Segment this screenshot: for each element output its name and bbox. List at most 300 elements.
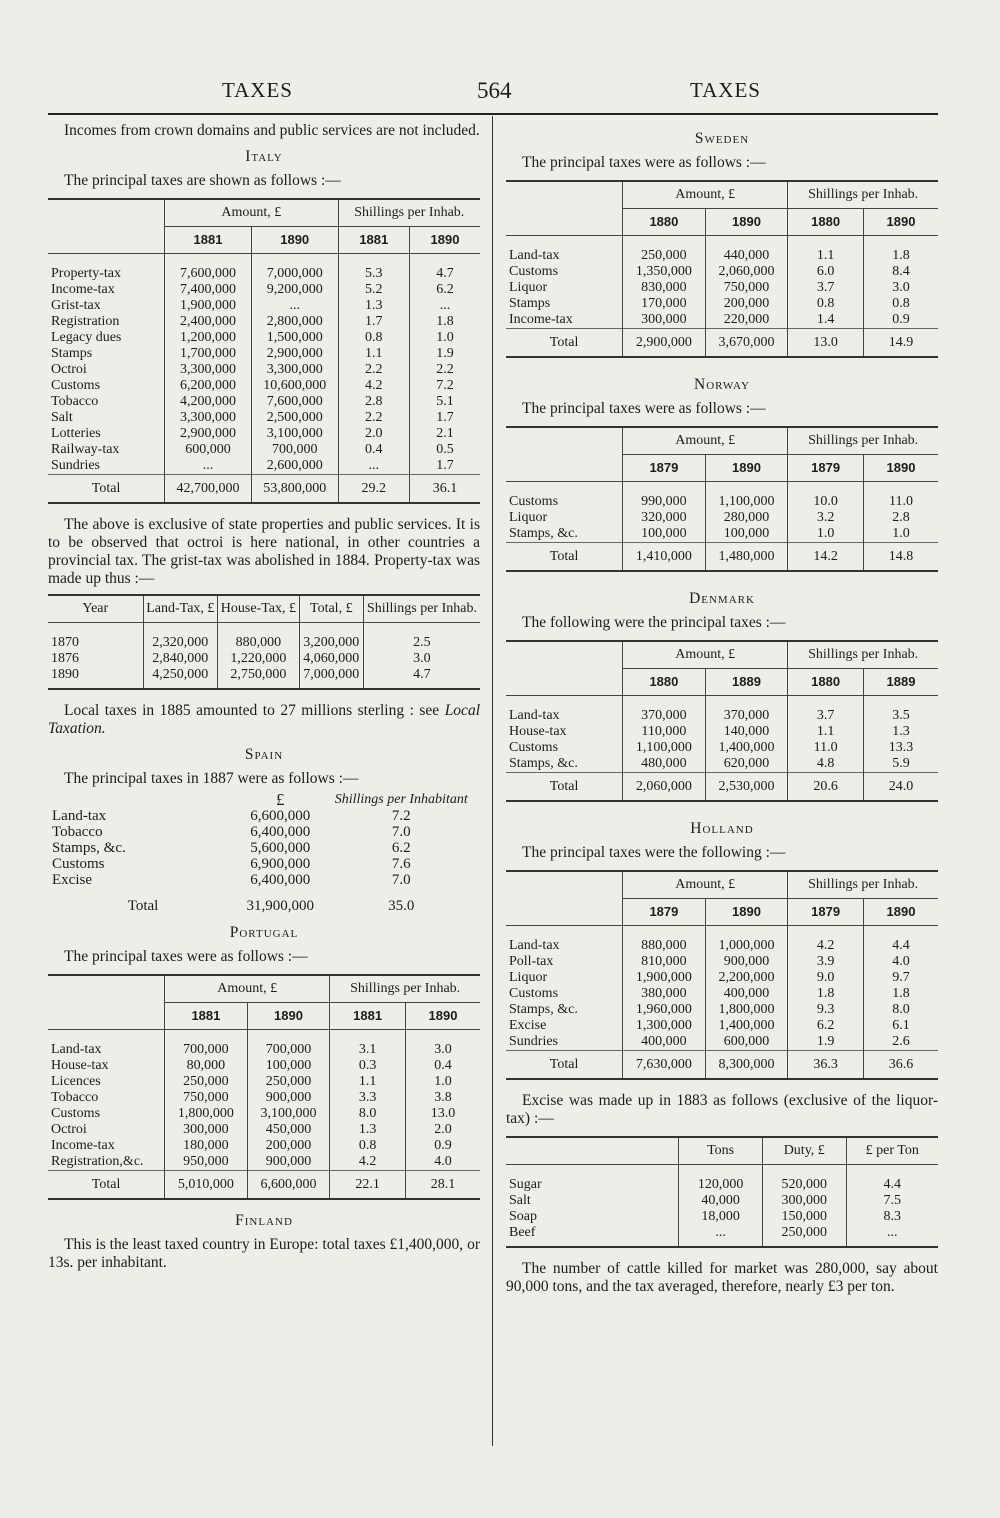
italy-row	[48, 314, 480, 330]
holland-row	[506, 970, 938, 986]
sweden-row-value: 1,350,000	[623, 264, 706, 280]
portugal-row-value: 3.3	[330, 1090, 406, 1106]
italy-row	[48, 378, 480, 394]
denmark-row-value: 370,000	[623, 696, 706, 725]
holland-row-value: 1,300,000	[623, 1018, 706, 1034]
italy-row	[48, 458, 480, 475]
denmark-row-value: 1.3	[863, 724, 938, 740]
norway-total-value: 1,480,000	[705, 543, 788, 572]
italy-note: The above is exclusive of state properties and public services. It is to be observed that octroi is here national, in other countries a provincial tax. The grist-tax was abolished in 1884. Property-tax was made up thus :—	[48, 516, 480, 587]
italy-row-label: Property-tax	[51, 266, 121, 281]
italy-row-value: 2.8	[338, 394, 409, 410]
norway-year-0: 1879	[623, 455, 706, 482]
sweden-row	[506, 312, 938, 329]
spain-row	[48, 856, 480, 872]
portugal-row-value: 0.4	[405, 1058, 480, 1074]
sweden-row-value: 170,000	[623, 296, 706, 312]
sweden-total-value: 13.0	[788, 329, 864, 358]
holland-row-label: Liquor	[509, 970, 548, 985]
excise-row	[506, 1193, 938, 1209]
italy-row-value: ...	[165, 458, 252, 475]
holland-year-2: 1879	[788, 899, 864, 926]
prop-row-year: 1870	[51, 635, 79, 650]
italy-total-row	[48, 475, 480, 504]
italy-row-label: Tobacco	[51, 394, 99, 409]
italy-row-value: 1.7	[410, 458, 480, 475]
sweden-row-label: Liquor	[509, 280, 548, 295]
norway-row-value: 320,000	[623, 510, 706, 526]
holland-row-value: 6.2	[788, 1018, 864, 1034]
sweden-row-value: 0.9	[863, 312, 938, 329]
sweden-row	[506, 236, 938, 265]
prop-row-value: 3.0	[363, 651, 480, 667]
norway-year-3: 1890	[863, 455, 938, 482]
italy-row-value: 2.2	[410, 362, 480, 378]
italy-row-value: 1.8	[410, 314, 480, 330]
spain-total-shillings: 35.0	[388, 898, 415, 914]
norway-amount-header: Amount, £	[623, 427, 788, 455]
italy-row-value: 1,900,000	[165, 298, 252, 314]
excise-row-value: 18,000	[679, 1209, 763, 1225]
italy-row-value: 6.2	[410, 282, 480, 298]
sweden-row-value: 3.7	[788, 280, 864, 296]
spain-col-pound: £	[276, 790, 285, 809]
denmark-row-value: 13.3	[863, 740, 938, 756]
holland-row-label: Poll-tax	[509, 954, 554, 969]
norway-total-value: 14.2	[788, 543, 864, 572]
sweden-row-value: 6.0	[788, 264, 864, 280]
italy-row-label: Registration	[51, 314, 120, 329]
italy-row-value: 2,900,000	[165, 426, 252, 442]
excise-row-value: 300,000	[762, 1193, 846, 1209]
excise-header-tons: Tons	[679, 1137, 763, 1165]
portugal-row-value: 8.0	[330, 1106, 406, 1122]
prop-row-value: 4,250,000	[143, 667, 218, 689]
denmark-row-value: 5.9	[863, 756, 938, 773]
excise-row	[506, 1225, 938, 1247]
italy-row-value: 600,000	[165, 442, 252, 458]
portugal-row-label: Octroi	[51, 1122, 87, 1137]
portugal-row-value: 250,000	[165, 1074, 248, 1090]
sweden-row-value: 3.0	[863, 280, 938, 296]
spain-row-amount: 6,600,000	[250, 808, 311, 824]
denmark-row-value: 370,000	[705, 696, 788, 725]
denmark-total-label: Total	[506, 773, 623, 802]
denmark-row-value: 140,000	[705, 724, 788, 740]
italy-row-label: Railway-tax	[51, 442, 120, 457]
portugal-row	[48, 1122, 480, 1138]
holland-row-value: 380,000	[623, 986, 706, 1002]
spain-row-label: Tobacco	[52, 824, 103, 840]
italy-row-value: 700,000	[251, 442, 338, 458]
denmark-year-0: 1880	[623, 669, 706, 696]
italy-row-value: 3,300,000	[251, 362, 338, 378]
portugal-row-label: Registration,&c.	[51, 1154, 144, 1169]
excise-row	[506, 1165, 938, 1194]
holland-total-value: 8,300,000	[705, 1051, 788, 1080]
italy-row-label: Sundries	[51, 458, 100, 473]
italy-row-value: 6,200,000	[165, 378, 252, 394]
norway-row-label: Customs	[509, 494, 559, 509]
italy-total-value: 42,700,000	[165, 475, 252, 504]
norway-total-label: Total	[506, 543, 623, 572]
portugal-row-value: 300,000	[165, 1122, 248, 1138]
norway-row-value: 1,100,000	[705, 482, 788, 511]
sweden-row-value: 2,060,000	[705, 264, 788, 280]
holland-total-value: 36.3	[788, 1051, 864, 1080]
finland-heading: Finland	[235, 1212, 293, 1229]
denmark-row-value: 1,100,000	[623, 740, 706, 756]
italy-row	[48, 282, 480, 298]
norway-row	[506, 526, 938, 543]
italy-row-value: 1,200,000	[165, 330, 252, 346]
holland-row-value: 600,000	[705, 1034, 788, 1051]
sweden-row-value: 0.8	[863, 296, 938, 312]
italy-row	[48, 426, 480, 442]
holland-row-value: 6.1	[863, 1018, 938, 1034]
norway-row-value: 2.8	[863, 510, 938, 526]
portugal-row	[48, 1106, 480, 1122]
spain-row-amount: 6,900,000	[250, 856, 311, 872]
prop-row-year: 1876	[51, 651, 79, 666]
portugal-year-3: 1890	[405, 1003, 480, 1030]
italy-row-value: 1.3	[338, 298, 409, 314]
holland-row-value: 4.4	[863, 926, 938, 955]
holland-year-3: 1890	[863, 899, 938, 926]
portugal-row-value: 100,000	[247, 1058, 330, 1074]
italy-total-value: 53,800,000	[251, 475, 338, 504]
portugal-row-value: 3.0	[405, 1030, 480, 1059]
prop-header-year: Year	[48, 595, 143, 623]
italy-year-2: 1881	[338, 227, 409, 254]
prop-row-value: 2,320,000	[143, 623, 218, 652]
norway-row	[506, 482, 938, 511]
prop-row-value: 1,220,000	[218, 651, 300, 667]
italy-row	[48, 254, 480, 283]
italy-year-1: 1890	[251, 227, 338, 254]
portugal-row	[48, 1138, 480, 1154]
italy-total-label: Total	[48, 475, 165, 504]
portugal-row-value: 3,100,000	[247, 1106, 330, 1122]
prop-row-value: 4,060,000	[299, 651, 363, 667]
norway-year-2: 1879	[788, 455, 864, 482]
sweden-year-1: 1890	[705, 209, 788, 236]
denmark-row	[506, 724, 938, 740]
denmark-total-value: 20.6	[788, 773, 864, 802]
prop-row-value: 880,000	[218, 623, 300, 652]
holland-row	[506, 986, 938, 1002]
norway-total-value: 1,410,000	[623, 543, 706, 572]
holland-row-value: 4.2	[788, 926, 864, 955]
norway-row-value: 11.0	[863, 482, 938, 511]
holland-row	[506, 1034, 938, 1051]
portugal-row-value: 4.2	[330, 1154, 406, 1171]
sweden-year-0: 1880	[623, 209, 706, 236]
italy-row	[48, 442, 480, 458]
holland-row-value: 400,000	[705, 986, 788, 1002]
italy-row	[48, 410, 480, 426]
spain-row	[48, 808, 480, 824]
excise-row-label: Soap	[509, 1209, 537, 1224]
italy-row-value: 1,500,000	[251, 330, 338, 346]
italy-year-3: 1890	[410, 227, 480, 254]
portugal-row-value: 1.3	[330, 1122, 406, 1138]
sweden-row-label: Land-tax	[509, 248, 560, 263]
italy-total-value: 36.1	[410, 475, 480, 504]
sweden-row-label: Stamps	[509, 296, 551, 311]
holland-row-value: 2.6	[863, 1034, 938, 1051]
portugal-total-value: 28.1	[405, 1171, 480, 1200]
norway-row-label: Stamps, &c.	[509, 526, 578, 541]
excise-row-value: ...	[846, 1225, 938, 1247]
spain-row-amount: 6,400,000	[250, 824, 311, 840]
cattle-note: The number of cattle killed for market was 280,000, say about 90,000 tons, and the tax averaged, therefore, nearly £3 per ton.	[506, 1260, 938, 1295]
running-head-right: TAXES	[690, 78, 761, 102]
norway-row-value: 280,000	[705, 510, 788, 526]
portugal-row	[48, 1154, 480, 1171]
italy-row-value: 5.3	[338, 254, 409, 283]
excise-row-value: 520,000	[762, 1165, 846, 1194]
italy-row-value: 0.5	[410, 442, 480, 458]
denmark-lead: The following were the principal taxes :—	[522, 614, 786, 631]
finland-text: This is the least taxed country in Europe: total taxes £1,400,000, or 13s. per inhabitant.	[48, 1236, 480, 1271]
holland-amount-header: Amount, £	[623, 871, 788, 899]
excise-row-label: Beef	[506, 1225, 679, 1247]
holland-row-value: 1.8	[788, 986, 864, 1002]
prop-row	[48, 651, 480, 667]
page-number: 564	[477, 78, 512, 103]
sweden-total-row	[506, 329, 938, 358]
prop-header-total: Total, £	[299, 595, 363, 623]
sweden-year-2: 1880	[788, 209, 864, 236]
sweden-row-value: 300,000	[623, 312, 706, 329]
denmark-header-blank	[506, 641, 623, 696]
portugal-total-value: 6,600,000	[247, 1171, 330, 1200]
excise-row-label: Sugar	[509, 1177, 542, 1192]
denmark-row	[506, 696, 938, 725]
prop-row-value: 3,200,000	[299, 623, 363, 652]
holland-row-value: 400,000	[623, 1034, 706, 1051]
portugal-shillings-header: Shillings per Inhab.	[330, 975, 480, 1003]
spain-total-row	[48, 888, 480, 914]
holland-row	[506, 954, 938, 970]
italy-row	[48, 346, 480, 362]
portugal-row	[48, 1074, 480, 1090]
sweden-year-3: 1890	[863, 209, 938, 236]
prop-row-value: 2,840,000	[143, 651, 218, 667]
italy-row-value: 0.4	[338, 442, 409, 458]
denmark-row-label: Customs	[509, 740, 559, 755]
column-divider	[492, 116, 493, 1446]
portugal-total-row	[48, 1171, 480, 1200]
sweden-total-value: 2,900,000	[623, 329, 706, 358]
italy-row-label: Stamps	[51, 346, 93, 361]
header-rule	[48, 113, 938, 115]
italy-row-value: 2,800,000	[251, 314, 338, 330]
holland-row-value: 1,960,000	[623, 1002, 706, 1018]
denmark-row-label: House-tax	[509, 724, 567, 739]
local-taxation-note	[48, 702, 480, 738]
spain-row	[48, 872, 480, 888]
portugal-year-1: 1890	[247, 1003, 330, 1030]
spain-row	[48, 840, 480, 856]
norway-row-value: 10.0	[788, 482, 864, 511]
italy-row-value: 1,700,000	[165, 346, 252, 362]
spain-heading: Spain	[244, 746, 284, 763]
holland-total-row	[506, 1051, 938, 1080]
norway-row	[506, 510, 938, 526]
italy-total-value: 29.2	[338, 475, 409, 504]
spain-row-shillings: 7.0	[391, 824, 411, 840]
denmark-year-3: 1889	[863, 669, 938, 696]
portugal-row-value: 900,000	[247, 1090, 330, 1106]
italy-row-value: 2.2	[338, 362, 409, 378]
italy-row-label: Salt	[51, 410, 73, 425]
denmark-row-value: 3.7	[788, 696, 864, 725]
norway-row-value: 990,000	[623, 482, 706, 511]
excise-row-value: 120,000	[679, 1165, 763, 1194]
portugal-lead: The principal taxes were as follows :—	[64, 948, 308, 965]
holland-row-label: Customs	[509, 986, 559, 1001]
italy-row-value: 2.2	[338, 410, 409, 426]
portugal-row-value: 900,000	[247, 1154, 330, 1171]
left-column	[48, 122, 480, 1276]
denmark-table	[506, 640, 938, 802]
portugal-table	[48, 974, 480, 1200]
excise-row-value: 40,000	[679, 1193, 763, 1209]
italy-row-value: 3,300,000	[165, 410, 252, 426]
holland-row-value: 810,000	[623, 954, 706, 970]
italy-row-value: 3,300,000	[165, 362, 252, 378]
holland-table	[506, 870, 938, 1080]
sweden-total-value: 3,670,000	[705, 329, 788, 358]
prop-header-house: House-Tax, £	[218, 595, 300, 623]
norway-row-value: 1.0	[788, 526, 864, 543]
norway-row-value: 1.0	[863, 526, 938, 543]
denmark-row-value: 3.5	[863, 696, 938, 725]
norway-row-value: 100,000	[623, 526, 706, 543]
spain-row-label: Land-tax	[52, 808, 107, 824]
sweden-heading: Sweden	[694, 130, 750, 147]
italy-row-value: 7,600,000	[251, 394, 338, 410]
holland-row-label: Excise	[509, 1018, 547, 1033]
holland-lead: The principal taxes were the following :—	[522, 844, 786, 861]
sweden-row	[506, 296, 938, 312]
italy-row-value: 2,500,000	[251, 410, 338, 426]
italy-amount-header: Amount, £	[165, 199, 338, 227]
portugal-row-value: 180,000	[165, 1138, 248, 1154]
norway-heading: Norway	[694, 376, 750, 393]
holland-heading: Holland	[690, 820, 754, 837]
spain-row-amount: 5,600,000	[250, 840, 311, 856]
holland-year-0: 1879	[623, 899, 706, 926]
prop-row	[48, 623, 480, 652]
intro-paragraph: Incomes from crown domains and public services are not included.	[64, 122, 480, 139]
portugal-row	[48, 1030, 480, 1059]
spain-lead: The principal taxes in 1887 were as follows :—	[64, 770, 359, 787]
prop-row	[48, 667, 480, 689]
excise-row	[506, 1209, 938, 1225]
italy-row-label: Legacy dues	[51, 330, 122, 345]
denmark-heading: Denmark	[689, 590, 755, 607]
holland-total-label: Total	[506, 1051, 623, 1080]
holland-row-value: 880,000	[623, 926, 706, 955]
italy-row-value: 5.1	[410, 394, 480, 410]
holland-row-value: 8.0	[863, 1002, 938, 1018]
local-taxation-ref: Local Taxation.	[48, 702, 480, 737]
denmark-row-value: 480,000	[623, 756, 706, 773]
italy-row-value: 2,600,000	[251, 458, 338, 475]
spain-col-shillings: Shillings per Inhabitant	[334, 792, 468, 807]
portugal-row-value: 250,000	[247, 1074, 330, 1090]
sweden-row-value: 1.1	[788, 236, 864, 265]
holland-row-value: 1.8	[863, 986, 938, 1002]
denmark-year-2: 1880	[788, 669, 864, 696]
excise-row-value: 250,000	[762, 1225, 846, 1247]
portugal-row-label: Customs	[51, 1106, 101, 1121]
portugal-total-value: 22.1	[330, 1171, 406, 1200]
italy-row-value: 2.0	[338, 426, 409, 442]
italy-row-label: Income-tax	[51, 282, 115, 297]
italy-row-value: 2.1	[410, 426, 480, 442]
holland-total-value: 7,630,000	[623, 1051, 706, 1080]
portugal-row-value: 750,000	[165, 1090, 248, 1106]
sweden-table	[506, 180, 938, 358]
italy-lead: The principal taxes are shown as follows :—	[64, 172, 341, 189]
italy-row-label: Octroi	[51, 362, 87, 377]
italy-row-value: 7,600,000	[165, 254, 252, 283]
norway-shillings-header: Shillings per Inhab.	[788, 427, 938, 455]
sweden-total-value: 14.9	[863, 329, 938, 358]
sweden-row-value: 8.4	[863, 264, 938, 280]
italy-header-blank	[48, 199, 165, 254]
spain-total-label: Total	[127, 898, 159, 914]
sweden-row-value: 250,000	[623, 236, 706, 265]
portugal-header-blank	[48, 975, 165, 1030]
excise-row-value: ...	[679, 1225, 763, 1247]
denmark-row-value: 1,400,000	[705, 740, 788, 756]
spain-row-shillings: 7.6	[391, 856, 411, 872]
denmark-row-value: 620,000	[705, 756, 788, 773]
sweden-row-value: 0.8	[788, 296, 864, 312]
sweden-row-value: 440,000	[705, 236, 788, 265]
running-head-left: TAXES	[222, 78, 293, 102]
norway-total-row	[506, 543, 938, 572]
portugal-heading: Portugal	[229, 924, 299, 941]
italy-table	[48, 198, 480, 504]
prop-row-value: 7,000,000	[299, 667, 363, 689]
italy-row	[48, 298, 480, 314]
sweden-row-label: Income-tax	[509, 312, 573, 327]
excise-note: Excise was made up in 1883 as follows (exclusive of the liquor-tax) :—	[506, 1092, 938, 1127]
holland-row-label: Land-tax	[509, 938, 560, 953]
sweden-row	[506, 280, 938, 296]
sweden-row-value: 750,000	[705, 280, 788, 296]
excise-row-value: 8.3	[846, 1209, 938, 1225]
holland-total-value: 36.6	[863, 1051, 938, 1080]
norway-table	[506, 426, 938, 572]
portugal-row-value: 4.0	[405, 1154, 480, 1171]
italy-row	[48, 394, 480, 410]
portugal-row-label: Income-tax	[51, 1138, 115, 1153]
italy-row-value: ...	[338, 458, 409, 475]
local-note-text: Local taxes in 1885 amounted to 27 millions sterling : see	[64, 702, 440, 719]
italy-row-value: 0.8	[338, 330, 409, 346]
excise-row-value: 4.4	[846, 1165, 938, 1194]
italy-row-value: ...	[251, 298, 338, 314]
excise-row-label: Salt	[509, 1193, 531, 1208]
sweden-shillings-header: Shillings per Inhab.	[788, 181, 938, 209]
